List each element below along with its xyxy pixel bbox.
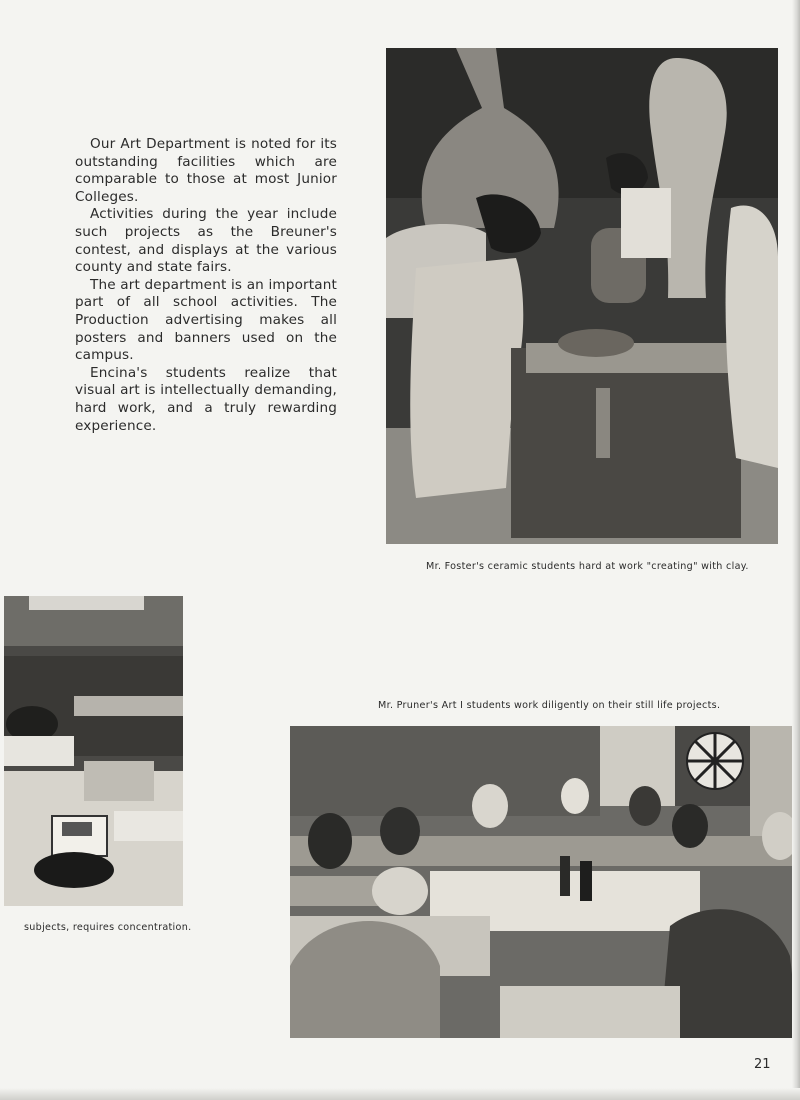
ceramics-caption: Mr. Foster's ceramic students hard at work "creating" with clay. — [426, 561, 749, 572]
still-life-class-photo — [290, 726, 799, 1038]
article-paragraph: The art department is an important part of all school activities. The Production advertising makes all posters and banners used on the campus. — [75, 276, 337, 364]
article-paragraph: Activities during the year include such projects as the Breuner's contest, and displays at the various county and state fairs. — [75, 206, 337, 276]
still-life-caption: Mr. Pruner's Art I students work diligently on their still life projects. — [378, 700, 721, 711]
article-paragraph: Our Art Department is noted for its outstanding facilities which are comparable to those at most Junior Colleges. — [75, 136, 337, 205]
study-caption: subjects, requires concentration. — [24, 922, 192, 933]
article-text — [75, 136, 337, 435]
study-class-photo — [4, 596, 183, 906]
binding-edge — [792, 0, 800, 1100]
page-number: 21 — [754, 1057, 771, 1072]
article-paragraph: Encina's students realize that visual art is intellectually demanding, hard work, and a truly rewarding experience. — [75, 364, 337, 434]
page-bottom-edge — [0, 1088, 800, 1100]
ceramics-class-photo — [386, 48, 778, 544]
